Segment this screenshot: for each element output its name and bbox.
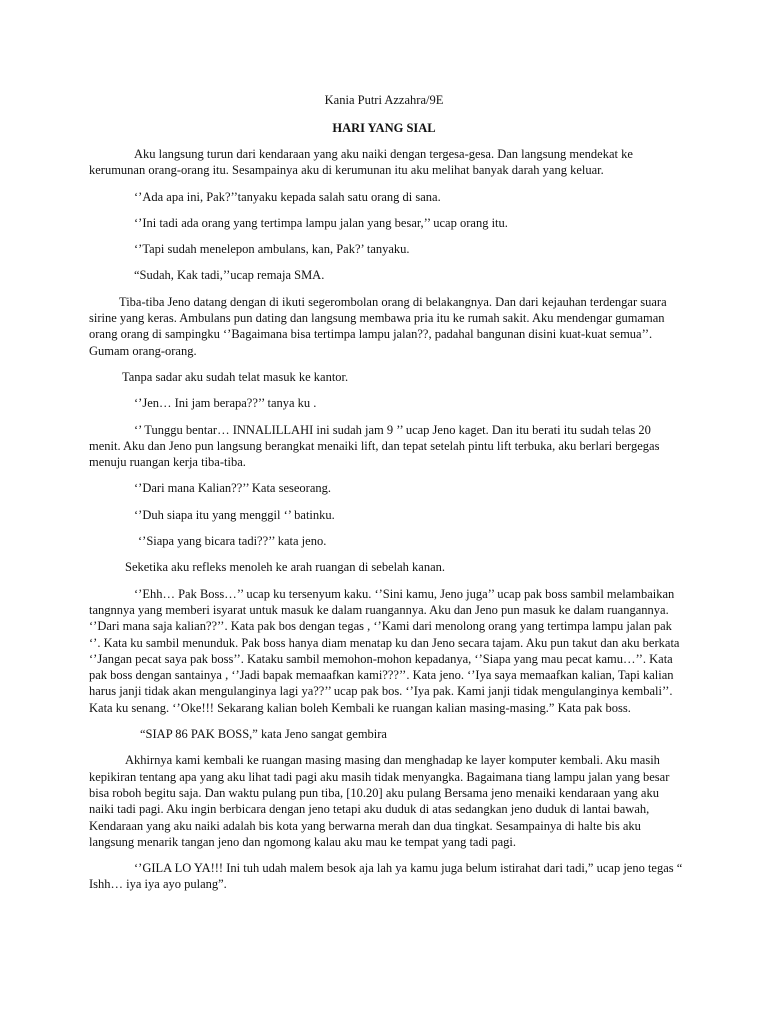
- author-line: Kania Putri Azzahra/9E: [324, 93, 444, 107]
- paragraph: ‘’Siapa yang bicara tadi??’’ kata jeno.: [138, 534, 327, 549]
- paragraph: ‘’GILA LO YA!!! Ini tuh udah malem besok aja lah ya kamu juga belum istirahat dari tadi,” ucap jeno tegas “ Ishh… iya iya ayo pulang”.: [89, 861, 683, 892]
- paragraph: “Sudah, Kak tadi,’’ucap remaja SMA.: [134, 268, 325, 283]
- document-title: HARI YANG SIAL: [332, 121, 436, 135]
- paragraph: Tiba-tiba Jeno datang dengan di ikuti segerombolan orang di belakangnya. Dan dari kejauhan terdengar suara sirine yang keras. Ambulans pun dating dan langsung membawa pria itu ke rumah sakit. Aku mendengar gumaman orang orang di sampingku ‘’Bagaimana bisa tertimpa lampu jalan??, padahal bangunan disini kuat-kuat semua’’. Gumam orang-orang.: [89, 294, 667, 358]
- paragraph: Tanpa sadar aku sudah telat masuk ke kantor.: [122, 369, 349, 384]
- paragraph: ‘’Ini tadi ada orang yang tertimpa lampu jalan yang besar,’’ ucap orang itu.: [134, 215, 508, 230]
- paragraph: “SIAP 86 PAK BOSS,” kata Jeno sangat gembira: [140, 727, 387, 742]
- paragraph: ‘’Ada apa ini, Pak?’’tanyaku kepada salah satu orang di sana.: [134, 189, 441, 204]
- paragraph: Aku langsung turun dari kendaraan yang aku naiki dengan tergesa-gesa. Dan langsung mendekat ke kerumunan orang-orang itu. Sesampainya aku di kerumunan itu aku melihat banyak darah yang keluar.: [89, 147, 633, 178]
- story-body: [89, 146, 683, 903]
- paragraph: ‘’Ehh… Pak Boss…’’ ucap ku tersenyum kaku. ‘’Sini kamu, Jeno juga’’ ucap pak boss sambil melambaikan tangnnya yang memberi isyarat untuk masuk ke dalam ruangannya. Aku dan Jeno pun masuk ke dalam ruangannya. ‘’Dari mana saja kalian??’’. Kata pak bos dengan tegas , ‘’Kami dari menolong orang yang tertimpa lampu jalan pak ‘’. Kata ku sambil menunduk. Pak boss hanya diam menatap ku dan Jeno secara tajam. Aku pun takut dan aku berkata ‘’Jangan pecat saya pak boss’’. Kataku sambil memohon-mohon kepadanya, ‘’Siapa yang mau pecat kamu…’’. Kata pak boss dengan santainya , ‘’Jadi bapak memaafkan kami???’’. Kata jeno. ‘’Iya saya memaafkan kalian, Tapi kalian harus janji tidak akan mengulanginya lagi ya??’’ ucap pak bos. ‘’Iya pak. Kami janji tidak mengulanginya kembali’’. Kata ku senang. ‘’Oke!!! Sekarang kalian boleh Kembali ke ruangan kalian masing-masing.” Kata pak boss.: [89, 586, 680, 715]
- paragraph: ‘’Duh siapa itu yang menggil ‘’ batinku.: [134, 507, 335, 522]
- paragraph: Seketika aku refleks menoleh ke arah ruangan di sebelah kanan.: [125, 560, 446, 575]
- paragraph: ‘’Tapi sudah menelepon ambulans, kan, Pak?’ tanyaku.: [134, 242, 410, 257]
- paragraph: ‘’Jen… Ini jam berapa??’’ tanya ku .: [134, 396, 317, 411]
- paragraph: Akhirnya kami kembali ke ruangan masing masing dan menghadap ke layer komputer kembali. Aku masih kepikiran tentang apa yang aku lihat tadi pagi aku masih tidak menyangka. Bagaimana tiang lampu jalan yang besar bisa roboh begitu saja. Dan waktu pulang pun tiba, [10.20] aku pulang Bersama jeno menaiki kendaraan yang aku naiki tadi pagi. Aku ingin berbicara dengan jeno tetapi aku duduk di atas sedangkan jeno duduk di lantai bawah, Kendaraan yang aku naiki adalah bis kota yang berwarna merah dan dua tingkat. Sesampainya di halte bis aku langsung menarik tangan jeno dan ngomong kalau aku mau ke tempat yang tadi pagi.: [89, 753, 670, 849]
- paragraph: ‘’Dari mana Kalian??’’ Kata seseorang.: [134, 481, 331, 496]
- paragraph: ‘’ Tunggu bentar… INNALILLAHI ini sudah jam 9 ’’ ucap Jeno kaget. Dan itu berati itu sudah telas 20 menit. Aku dan Jeno pun langsung berangkat menaiki lift, dan tepat setelah pintu lift terbuka, aku berlari bergegas menuju ruangan kerja tiba-tiba.: [89, 422, 660, 470]
